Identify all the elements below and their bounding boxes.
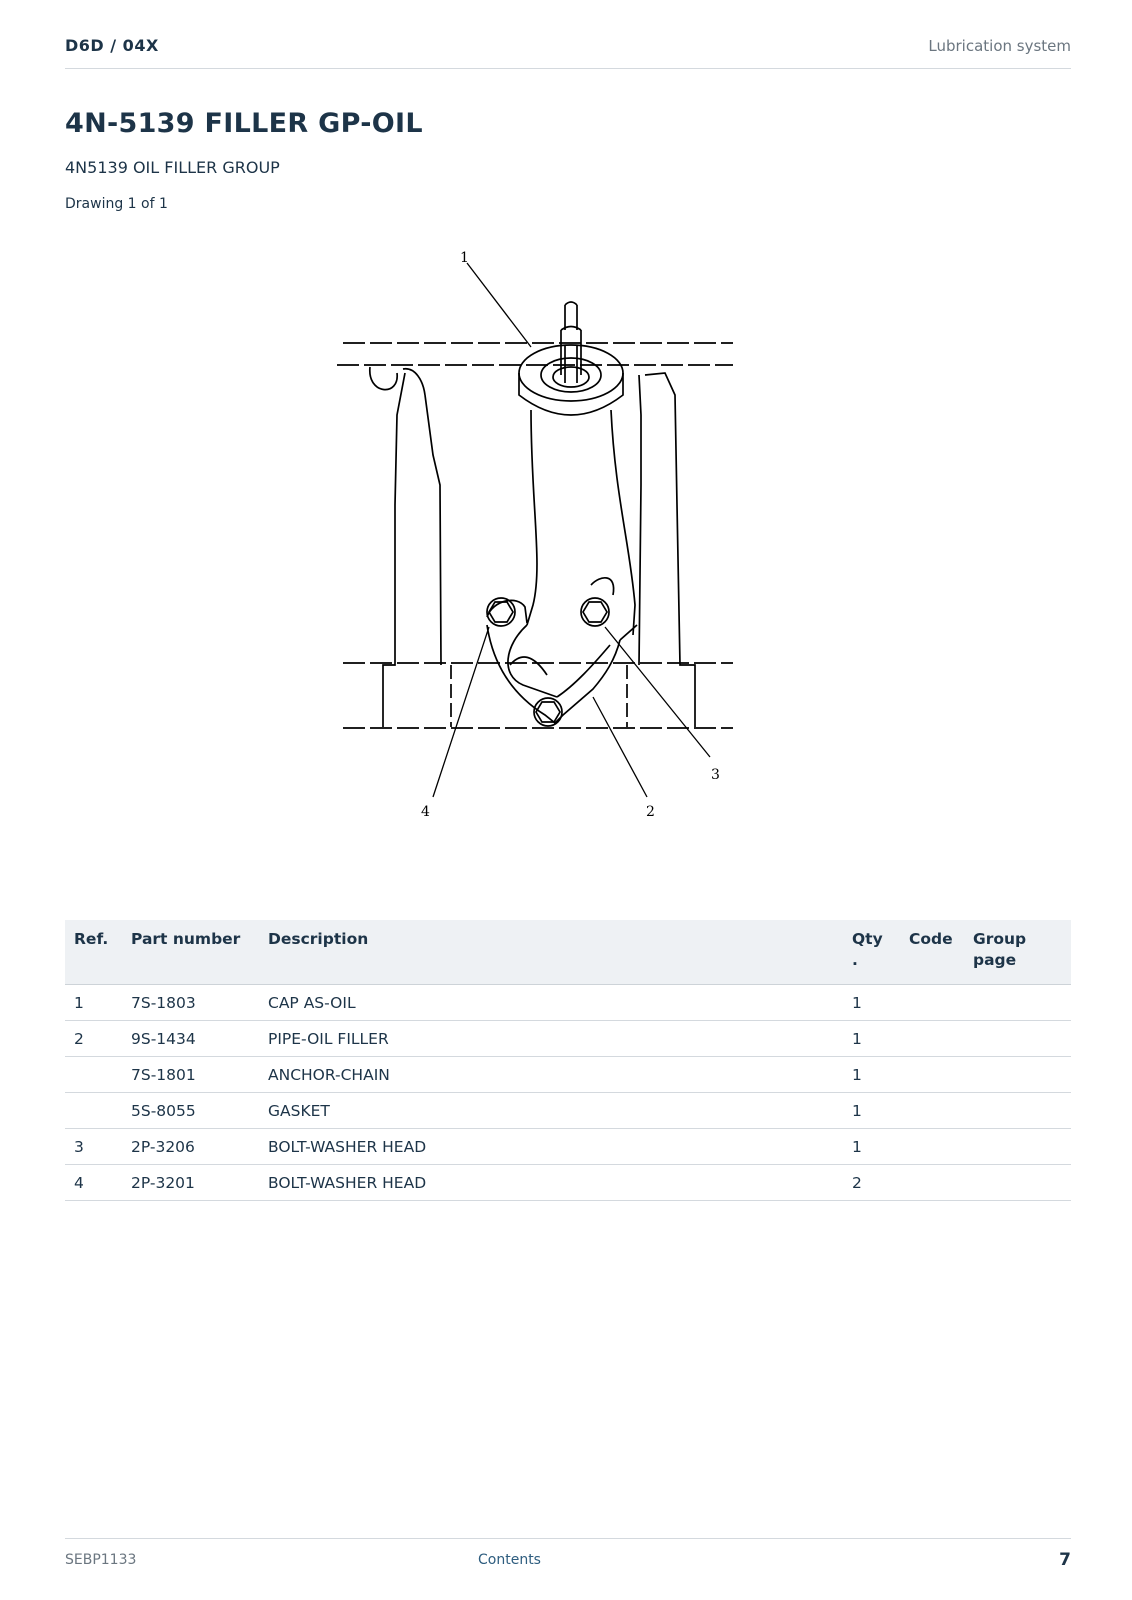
table-row — [65, 1057, 1071, 1093]
page-header — [65, 34, 1071, 69]
cell-qty: 1 — [843, 1129, 900, 1165]
table-row — [65, 1129, 1071, 1165]
col-description: Description — [259, 920, 843, 985]
cell-qty: 2 — [843, 1165, 900, 1201]
cell-code — [900, 1093, 964, 1129]
cell-code — [900, 1057, 964, 1093]
cell-ref — [65, 1093, 122, 1129]
cell-description: CAP AS-OIL — [259, 985, 843, 1021]
cell-code — [900, 1021, 964, 1057]
cell-description: PIPE-OIL FILLER — [259, 1021, 843, 1057]
cell-code — [900, 1129, 964, 1165]
parts-drawing — [255, 245, 885, 870]
cell-code — [900, 1165, 964, 1201]
cell-description: BOLT-WASHER HEAD — [259, 1129, 843, 1165]
table-row — [65, 1093, 1071, 1129]
cell-qty: 1 — [843, 1057, 900, 1093]
col-code: Code — [900, 920, 964, 985]
cell-ref: 3 — [65, 1129, 122, 1165]
cell-qty: 1 — [843, 985, 900, 1021]
drawing-label: Drawing 1 of 1 — [65, 196, 168, 212]
col-qty-line1: Qty — [852, 930, 883, 948]
cell-part-number: 2P-3206 — [122, 1129, 259, 1165]
oil-filler-cap — [519, 302, 623, 415]
engine-block-outline — [337, 343, 733, 728]
cell-group-page — [964, 1093, 1071, 1129]
model-breadcrumb: D6D / 04X — [65, 36, 159, 55]
cell-part-number: 2P-3201 — [122, 1165, 259, 1201]
page-title: 4N-5139 FILLER GP-OIL — [65, 108, 423, 139]
col-part-number: Part number — [122, 920, 259, 985]
table-row — [65, 985, 1071, 1021]
table-row — [65, 1165, 1071, 1201]
bolt-heads — [487, 598, 609, 726]
page-subtitle: 4N5139 OIL FILLER GROUP — [65, 158, 280, 177]
col-group-line2: page — [973, 951, 1017, 969]
engine-block-walls — [370, 367, 695, 727]
parts-table — [65, 920, 1071, 1201]
cell-group-page — [964, 1165, 1071, 1201]
page-footer — [65, 1538, 1071, 1579]
table-header-row — [65, 920, 1071, 985]
cell-group-page — [964, 1021, 1071, 1057]
cell-description: GASKET — [259, 1093, 843, 1129]
callout-3: 3 — [711, 767, 720, 783]
cell-group-page — [964, 1057, 1071, 1093]
cell-qty: 1 — [843, 1093, 900, 1129]
col-qty-line2: . — [852, 951, 858, 969]
cell-ref: 1 — [65, 985, 122, 1021]
cell-ref: 2 — [65, 1021, 122, 1057]
cell-group-page — [964, 985, 1071, 1021]
cell-description: ANCHOR-CHAIN — [259, 1057, 843, 1093]
callout-2: 2 — [646, 804, 655, 820]
col-qty — [843, 920, 900, 985]
table-row — [65, 1021, 1071, 1057]
col-ref: Ref. — [65, 920, 122, 985]
callout-4: 4 — [421, 804, 430, 820]
col-group-page — [964, 920, 1071, 985]
contents-link[interactable]: Contents — [478, 1552, 541, 1568]
callout-1: 1 — [460, 250, 469, 266]
section-name: Lubrication system — [928, 37, 1071, 55]
cell-ref — [65, 1057, 122, 1093]
document-id: SEBP1133 — [65, 1552, 137, 1568]
col-group-line1: Group — [973, 930, 1027, 948]
cell-ref: 4 — [65, 1165, 122, 1201]
page-number: 7 — [1059, 1550, 1071, 1570]
cell-part-number: 9S-1434 — [122, 1021, 259, 1057]
cell-part-number: 5S-8055 — [122, 1093, 259, 1129]
cell-group-page — [964, 1129, 1071, 1165]
cell-description: BOLT-WASHER HEAD — [259, 1165, 843, 1201]
cell-code — [900, 985, 964, 1021]
cell-qty: 1 — [843, 1021, 900, 1057]
cell-part-number: 7S-1803 — [122, 985, 259, 1021]
cell-part-number: 7S-1801 — [122, 1057, 259, 1093]
